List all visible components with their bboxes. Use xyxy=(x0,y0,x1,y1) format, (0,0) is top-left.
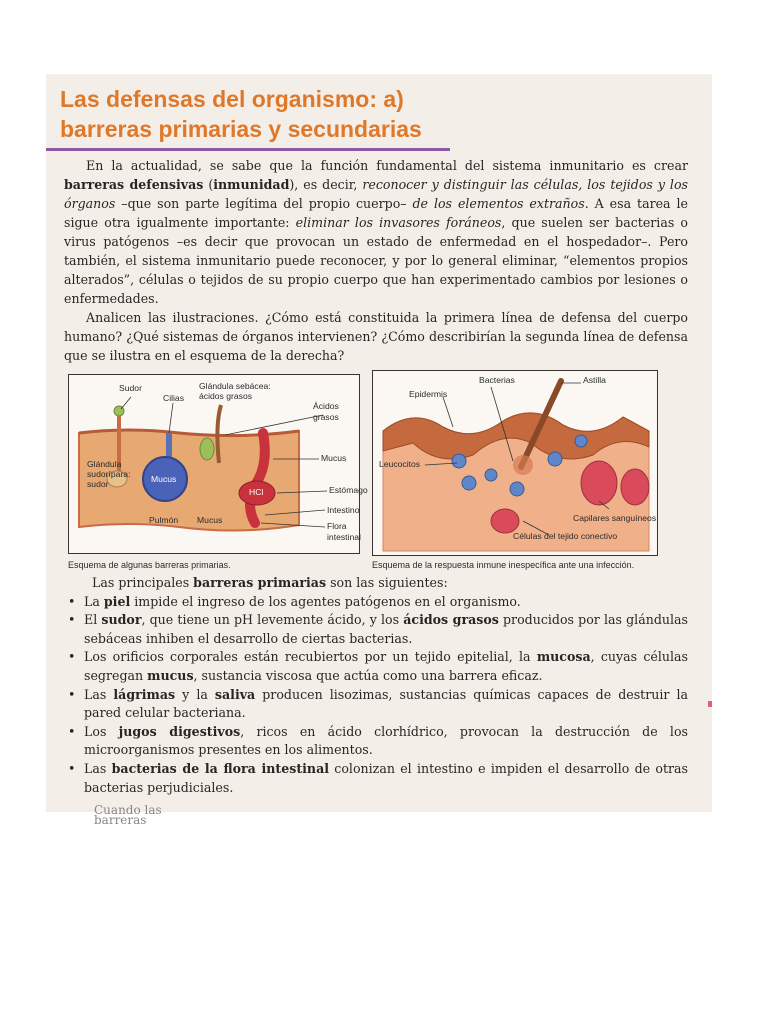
bold-term: mucus xyxy=(147,667,194,683)
label-mucus-bottom: Mucus xyxy=(197,515,223,525)
bold-term: mucosa xyxy=(536,649,591,665)
caption-primary-barriers: Esquema de algunas barreras primarias. xyxy=(68,560,231,570)
text-run: , que suelen ser bacterias o virus patógenos –es decir que provocan un estado de enfermedad en el hospedador–. Pero también, el sistema inmunitario puede reconocer, y por lo general eliminar, “elementos propios alterados”, células o tejidos de su propio cuerpo que han experimentado cambios por lesiones o enfermedades. xyxy=(64,215,689,306)
italic-phrase: reconocer y distinguir las células, los tejidos y los órganos xyxy=(64,177,688,211)
sebaceous-gland xyxy=(200,438,214,460)
label-epidermis: Epidermis xyxy=(409,389,448,399)
leader-cilias xyxy=(169,403,173,433)
text-run: ( xyxy=(203,177,214,192)
list-item: • La piel impide el ingreso de los agentes patógenos en el organismo. xyxy=(68,593,521,609)
text-run: , que tiene un pH levemente ácido, y los xyxy=(141,612,404,628)
label-flora: Flora xyxy=(327,521,347,531)
text-run: . A esa tarea le sigue otra igualmente importante: xyxy=(64,196,688,230)
bacteria-cluster xyxy=(513,455,533,475)
intro-paragraph-2: Analicen las ilustraciones. ¿Cómo está constituida la primera línea de defensa del cuerpo humano? ¿Qué sistemas de órganos intervienen? ¿Cómo describirían la segunda línea de defensa que se ilustra en el esquema de la derecha? xyxy=(64,310,688,363)
bold-term: bacterias de la flora intestinal xyxy=(111,760,330,776)
bold-term: piel xyxy=(103,593,131,609)
label-glandula: Glándula xyxy=(87,459,122,469)
leukocyte-6 xyxy=(575,435,587,447)
text-run: son las siguientes: xyxy=(326,575,448,590)
bold-term: inmunidad xyxy=(213,177,290,192)
label-sudor-small: sudor xyxy=(87,479,109,489)
capillary-1 xyxy=(581,461,617,505)
label-bacterias: Bacterias xyxy=(479,375,515,385)
capillary-3 xyxy=(491,509,519,533)
intro-text xyxy=(64,156,688,365)
label-glandula-sebacea: Glándula sebácea: xyxy=(199,381,271,391)
bold-term: lágrimas xyxy=(113,686,176,702)
label-estomago: Estómago xyxy=(329,485,368,495)
bold-term: saliva xyxy=(214,686,256,702)
leader-epidermis xyxy=(443,397,453,427)
label-mucus-right: Mucus xyxy=(321,453,347,463)
title-line-2: barreras primarias y secundarias xyxy=(60,116,422,142)
label-intestinal: intestinal xyxy=(327,532,361,542)
primary-barriers-diagram xyxy=(68,374,368,554)
intro-paragraph-1 xyxy=(64,156,688,308)
list-item: • Las lágrimas y la saliva producen lisozimas, sustancias químicas capaces de destruir la pared celular bacteriana. xyxy=(68,686,688,721)
label-sudoripara: sudorípara: xyxy=(87,469,131,479)
leukocyte-2 xyxy=(462,476,476,490)
label-cilias: Cilias xyxy=(163,393,185,403)
label-sudor: Sudor xyxy=(119,383,142,393)
text-run: colonizan el intestino e impiden el desarrollo de otras bacterias perjudiciales. xyxy=(84,760,688,795)
bold-term: ácidos grasos xyxy=(403,612,499,628)
leukocyte-5 xyxy=(548,452,562,466)
label-capilares: Capilares sanguíneos xyxy=(573,513,657,523)
text-run: , cuyas células segregan xyxy=(84,649,689,683)
italic-phrase: eliminar los invasores foráneos xyxy=(295,215,502,230)
text-run: ), es decir, xyxy=(289,177,363,192)
leukocyte-1 xyxy=(452,454,466,468)
bold-term: barreras defensivas xyxy=(64,177,204,192)
caption-immune-response: Esquema de la respuesta inmune inespecífica ante una infección. xyxy=(372,560,635,570)
text-run: La xyxy=(84,593,104,609)
cutoff-text-line: Cuando las barreras xyxy=(94,803,162,827)
label-intestino: Intestino xyxy=(327,505,360,515)
label-celulas-tejido: Células del tejido conectivo xyxy=(513,531,618,541)
list-item: • El sudor, que tiene un pH levemente ácido, y los ácidos grasos producidos por las glándulas sebáceas inhiben el desarrollo de ciertas bacterias. xyxy=(68,612,688,646)
leader-acidos xyxy=(225,415,323,435)
text-run: –que son parte legítima del propio cuerpo– xyxy=(115,196,413,211)
text-run: producen lisozimas, sustancias químicas capaces de destruir la pared celular bacteriana. xyxy=(84,686,688,721)
text-run: Las xyxy=(84,760,112,776)
text-run: En la actualidad, se sabe que la función fundamental del sistema inmunitario es crear xyxy=(86,158,688,173)
text-run: producidos por las glándulas sebáceas inhiben el desarrollo de ciertas bacterias. xyxy=(84,612,688,646)
label-hcl: HCl xyxy=(249,487,264,497)
list-item: • Las bacterias de la flora intestinal colonizan el intestino e impiden el desarrollo de otras bacterias perjudiciales. xyxy=(68,760,688,795)
bold-term: jugos digestivos xyxy=(118,723,241,739)
text-run: y la xyxy=(175,686,215,702)
title-underline xyxy=(46,148,450,151)
page-title xyxy=(60,84,422,144)
immune-response-diagram xyxy=(372,370,658,556)
text-run: Los orificios corporales están recubiertos por un tejido epitelial, la xyxy=(84,649,537,665)
text-run: Los xyxy=(84,723,119,739)
capillary-2 xyxy=(621,469,649,505)
label-grasos: grasos xyxy=(313,412,339,422)
label-leucocitos: Leucocitos xyxy=(379,459,421,469)
primary-barriers-list xyxy=(64,574,688,797)
label-acidos-grasos-top: ácidos grasos xyxy=(199,391,253,401)
bold-term: sudor xyxy=(101,612,142,628)
list-item: • Los orificios corporales están recubiertos por un tejido epitelial, la mucosa, cuyas células segregan mucus, sustancia viscosa que actúa como una barrera eficaz. xyxy=(68,649,689,683)
label-acidos: Ácidos xyxy=(313,401,339,411)
text-run: Las principales xyxy=(92,575,194,590)
leader-sudor xyxy=(121,397,131,409)
textbook-page xyxy=(46,74,712,827)
title-line-1: Las defensas del organismo: a) xyxy=(60,86,404,112)
page-edge-marker xyxy=(708,701,712,707)
label-pulmon: Pulmón xyxy=(149,515,179,525)
bold-term: barreras primarias xyxy=(193,575,327,590)
list-intro xyxy=(92,574,688,593)
text-run: El xyxy=(84,612,102,628)
text-run: Las xyxy=(84,686,114,702)
text-run: impide el ingreso de los agentes patógenos en el organismo. xyxy=(130,593,521,609)
text-run: , sustancia viscosa que actúa como una barrera eficaz. xyxy=(193,667,543,683)
italic-phrase: de los elementos extraños xyxy=(412,196,585,211)
text-run: , ricos en ácido clorhídrico, provocan la destrucción de los microorganismos presentes en los alimentos. xyxy=(84,723,688,758)
leukocyte-3 xyxy=(485,469,497,481)
barriers-bullets xyxy=(64,593,688,798)
list-item: • Los jugos digestivos, ricos en ácido clorhídrico, provocan la destrucción de los microorganismos presentes en los alimentos. xyxy=(68,723,688,758)
label-astilla: Astilla xyxy=(583,375,606,385)
leukocyte-4 xyxy=(510,482,524,496)
label-mucus-center: Mucus xyxy=(151,474,177,484)
